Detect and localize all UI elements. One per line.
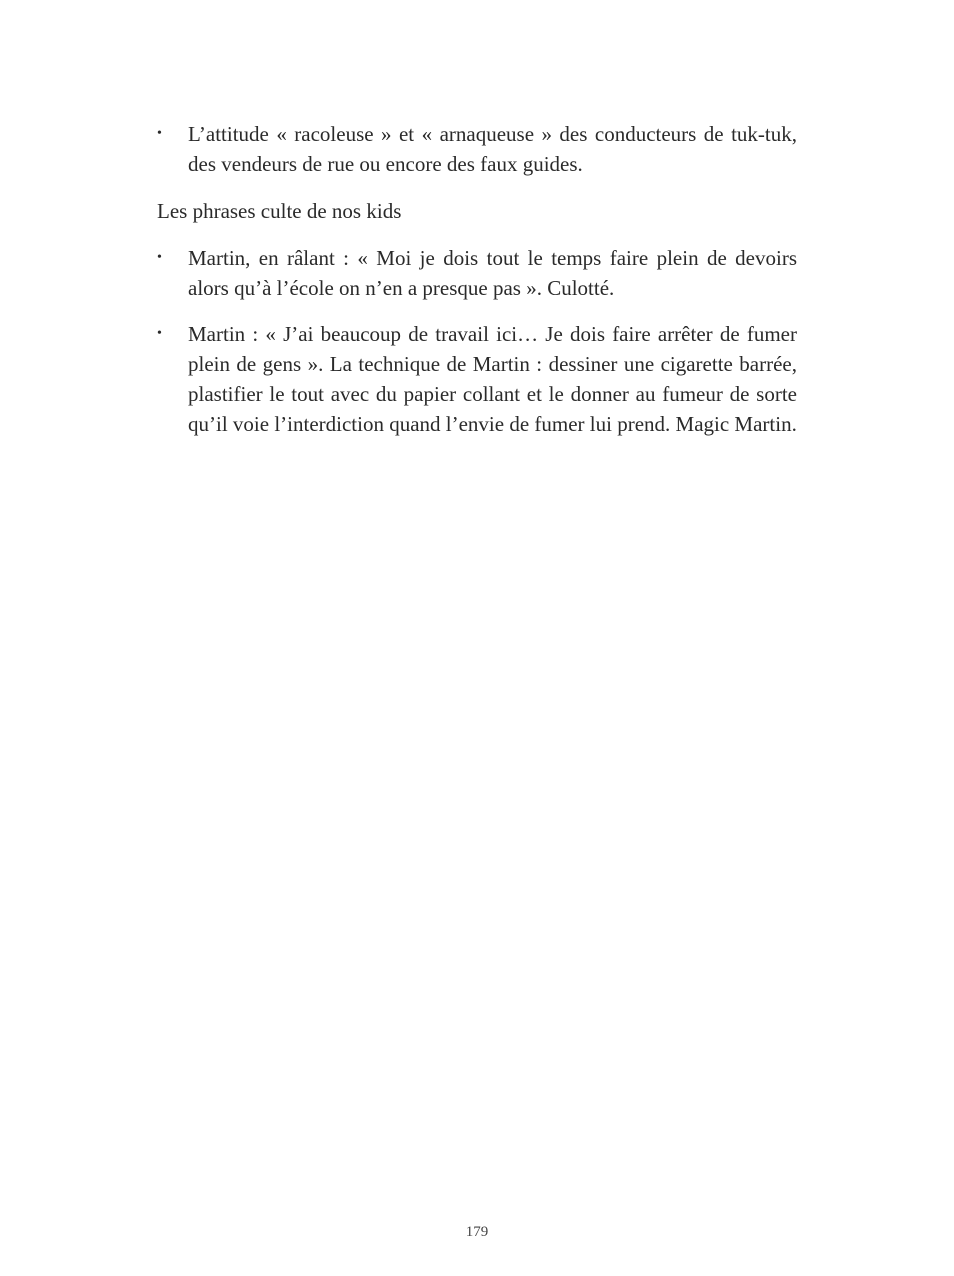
- page-number: 179: [465, 1224, 489, 1240]
- bullet-marker: •: [157, 250, 162, 265]
- section-paragraph: Les phrases culte de nos kids: [157, 199, 402, 223]
- list-item-text: L’attitude « racoleuse » et « arnaqueuse » des conducteurs de tuk-tuk, des vendeurs de rue ou encore des faux guides.: [188, 122, 797, 176]
- list-item: [157, 119, 797, 179]
- list-item-text: Martin : « J’ai beaucoup de travail ici… Je dois faire arrêter de fumer plein de gens ». La technique de Martin : dessiner une cigarette barrée, plastifier le tout avec du papier collant et le donner au fumeur de sorte qu’il voie l’interdiction quand l’envie de fumer lui prend. Magic Martin.: [188, 322, 797, 436]
- list-item: [157, 243, 797, 303]
- bullet-marker: •: [157, 126, 162, 141]
- list-item: [157, 319, 797, 439]
- list-item-text: Martin, en râlant : « Moi je dois tout le temps faire plein de devoirs alors qu’à l’école on n’en a presque pas ». Culotté.: [188, 246, 797, 300]
- bullet-marker: •: [157, 326, 162, 341]
